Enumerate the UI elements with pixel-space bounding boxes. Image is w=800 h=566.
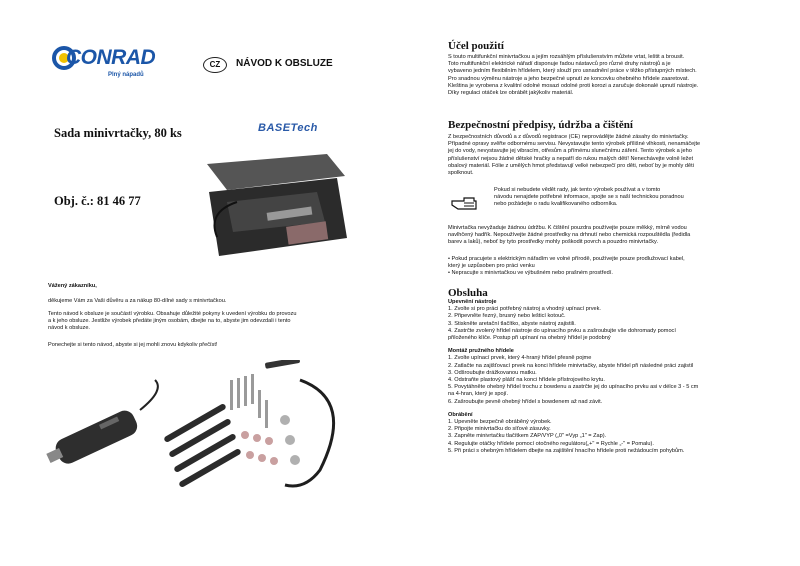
shaft-mounting: Montáž pružného hřídele 1. Zvolte upínací prvek, který 4-hraný hřídel přesně pojme 2. Zatlačte na zajišťovací prvek na konci hřídele minivrtačky, abyste hřídel při následné práci zajistil 3. Odšroubujte drážkovanou matku. 4. Odstraňte plastový plášť na konci hřídele přístrojového krytu. 5. Povytáhněte ohebný hřídel trochu z bowdenu a zastrčte jej do upínacího prvku asi v délce 3 - 5 cm na 4-hran, který je spojí. 6. Zašroubujte pevně ohebný hřídel s bowdenem až nad závit. (448, 348, 699, 405)
usage-heading: Účel použití (448, 40, 504, 52)
greeting: Vážený zákazníku, (48, 283, 97, 289)
operation-heading: Obsluha (448, 287, 488, 299)
intro-manual-note: Tento návod k obsluze je součástí výrobku. Obsahuje důležité pokyny k uvedení výrobku do provozu a k jeho obsluze. Jestliže výrobek předáte jiným osobám, dbejte na to, abyste jim odevzdali i tento návod k obsluze. (48, 311, 297, 332)
manual-title: NÁVOD K OBSLUZE (236, 58, 333, 69)
safety-section (448, 119, 758, 177)
safety-bullets: • Pokud pracujete s elektrickým nářadím ve volné přírodě, používejte pouze prodlužovací kabel, který je uzpůsoben pro práci venku • Nepracujte s minivrtačkou ve výbušném nebo prašném prostředí. (448, 256, 685, 277)
maintenance-text: Minivrtačka nevyžaduje žádnou údržbu. K čištění pouzdra používejte pouze měkký, mírně vodou navlhčený hadřík. Nepoužívejte žádné prostředky na drhnutí nebo chemická rozpouštědla (ředidla barev a laků), neboť by tyto prostředky mohly poškodit povrch a pouzdro minivrtačky. (448, 225, 691, 246)
safety-text: Z bezpečnostních důvodů a z důvodů registrace (CE) neprovádějte žádné zásahy do minivrtačky. Případné opravy svěřte odbornému servisu. Nevystavujte tento výrobek přílišné vlhkosti, nenamáčejte jej do vody, nevystavujte jej vibracím, otřesům a přímému slunečnímu záření. Tento výrobek a jeho příslušenství nejsou žádné dětské hračky a nepatří do rukou malých dětí! Nenechávejte volně ležet obalový materiál. Fólie z umělých hmot představují velké nebezpečí pro děti, neboť by je mohly děti spolknout. (448, 134, 701, 177)
intro-keep-manual: Ponechejte si tento návod, abyste si jej mohli znovu kdykoliv přečíst! (48, 342, 218, 348)
language-badge: CZ (203, 57, 227, 73)
basetech-logo: BASETech (258, 122, 318, 134)
machining: Obrábění 1. Upevněte bezpečně obráběný výrobek. 2. Připojte minivrtačku do síťové zásuvky. 3. Zapněte minivrtačku tlačítkem ZAP/VYP („0" =Vyp „1" = Zap). 4. Regulujte otáčky hřídele pomocí otočného regulátoru(„+" = Rychle „-" = Pomalu). 5. Při práci s ohebným hřídelem dbejte na zajištění hnacího hřídele proti nežádoucím pohybům. (448, 411, 685, 454)
intro-thanks: děkujeme Vám za Vaši důvěru a za nákup 80-dílné sady s minivrtačkou. (48, 298, 227, 304)
accessories-image (45, 360, 350, 490)
logo-text: CONRAD (66, 46, 156, 69)
conrad-logo (52, 44, 156, 84)
order-number: Obj. č.: 81 46 77 (54, 194, 141, 208)
pointing-hand-icon (450, 193, 478, 213)
drill-case-image (197, 152, 349, 262)
operation-section (448, 287, 758, 455)
usage-section (448, 40, 758, 97)
tool-mounting: Upevnění nástroje 1. Zvolte si pro práci potřebný nástroj a vhodný upínací prvek. 2. Připevněte řezný, brusný nebo lešticí kotouč. 3. Stiskněte aretační tlačítko, abyste nástroj zajistili. 4. Zastrčte zvolený hřídel nástroje do upínacího prvku a zašroubujte vše dohromady pomocí přiloženého klíče. Postup při upínaní na ohebný hřídel je podobný (448, 299, 676, 342)
safety-note: Pokud si nebudete vědět rady, jak tento výrobek používat a v tomto návodu nenajdete potřebné informace, spojte se s naší technickou poradnou nebo požádejte o radu kvalifikovaného odborníka. (494, 187, 684, 208)
safety-heading: Bezpečnostní předpisy, údržba a čištění (448, 119, 633, 131)
usage-text: S touto multifunkční minivrtačkou a jejím rozsáhlým příslušenstvím můžete vrtat, leštit a brousit. Toto multifunkční elektrické nářadí disponuje řadou nástavců pro různé druhy nástrojů a je vybaveno jedním flexibilním hřídelem, který slouží pro usnadnění práce v těžko přístupných místech. Pro snadnou výměnu nástroje a jeho bezpečné upnutí ze koncovku ohebného hřídele zaaretovat. Kleština je vyrobena z kvalitní odolné mosazi odolné proti korozi a zaručuje dokonalé upnutí nástroje. Díky regulaci otáček lze obrábět jakýkoliv materiál. (448, 54, 699, 97)
product-title: Sada minivrtačky, 80 ks (54, 126, 182, 140)
logo-slogan: Plný nápadů (108, 72, 144, 78)
